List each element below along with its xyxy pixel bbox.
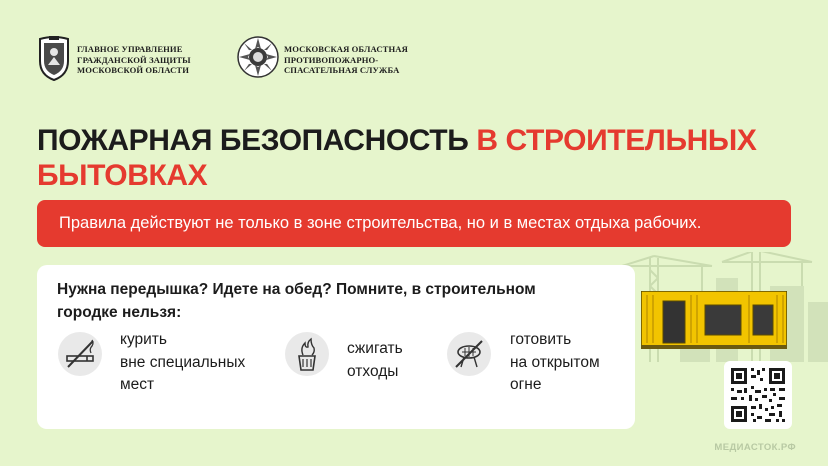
burning-trash-icon (285, 332, 329, 376)
rule-grill-text (510, 329, 600, 397)
rule-smoking-text (120, 329, 245, 397)
rule-line: сжигать (347, 340, 403, 357)
org1-line: ГРАЖДАНСКОЙ ЗАЩИТЫ (77, 54, 191, 65)
moscow-region-emblem-icon (36, 35, 72, 81)
rule-line: вне специальных (120, 353, 246, 371)
title-part-black: ПОЖАРНАЯ БЕЗОПАСНОСТЬ (37, 124, 477, 157)
rule-line: огне (510, 376, 542, 393)
card-heading-line: Нужна передышка? Идете на обед? Помните, в строительном (57, 281, 536, 298)
card-heading (57, 278, 617, 324)
rule-line: отходы (347, 362, 399, 380)
page-title (37, 123, 757, 193)
construction-cabin-container (641, 291, 787, 349)
no-grill-icon (447, 332, 491, 376)
org2-line: МОСКОВСКАЯ ОБЛАСТНАЯ (284, 44, 408, 54)
org2-line: ПРОТИВОПОЖАРНО- (284, 54, 379, 65)
org1-name (77, 44, 191, 76)
no-smoking-icon (58, 332, 102, 376)
org1-line: ГЛАВНОЕ УПРАВЛЕНИЕ (77, 44, 183, 54)
rule-burning-text (347, 338, 403, 383)
qr-code[interactable] (724, 361, 792, 429)
rule-line: готовить (510, 331, 572, 348)
rule-line: курить (120, 331, 167, 348)
site-url[interactable]: МЕДИАСТОК.РФ (714, 442, 796, 453)
title-part-red: В СТРОИТЕЛЬНЫХ БЫТОВКАХ (37, 124, 757, 192)
fire-service-emblem-icon (236, 35, 280, 79)
org2-name (284, 44, 408, 76)
org2-line: СПАСАТЕЛЬНАЯ СЛУЖБА (284, 65, 400, 76)
rule-line: на открытом (510, 353, 600, 371)
rules-banner: Правила действуют не только в зоне строительства, но и в местах отдыха рабочих. (37, 200, 791, 247)
card-heading-line: городке нельзя: (57, 304, 182, 321)
org1-line: МОСКОВСКОЙ ОБЛАСТИ (77, 65, 190, 76)
rules-card (37, 265, 635, 429)
rule-line: мест (120, 376, 155, 393)
